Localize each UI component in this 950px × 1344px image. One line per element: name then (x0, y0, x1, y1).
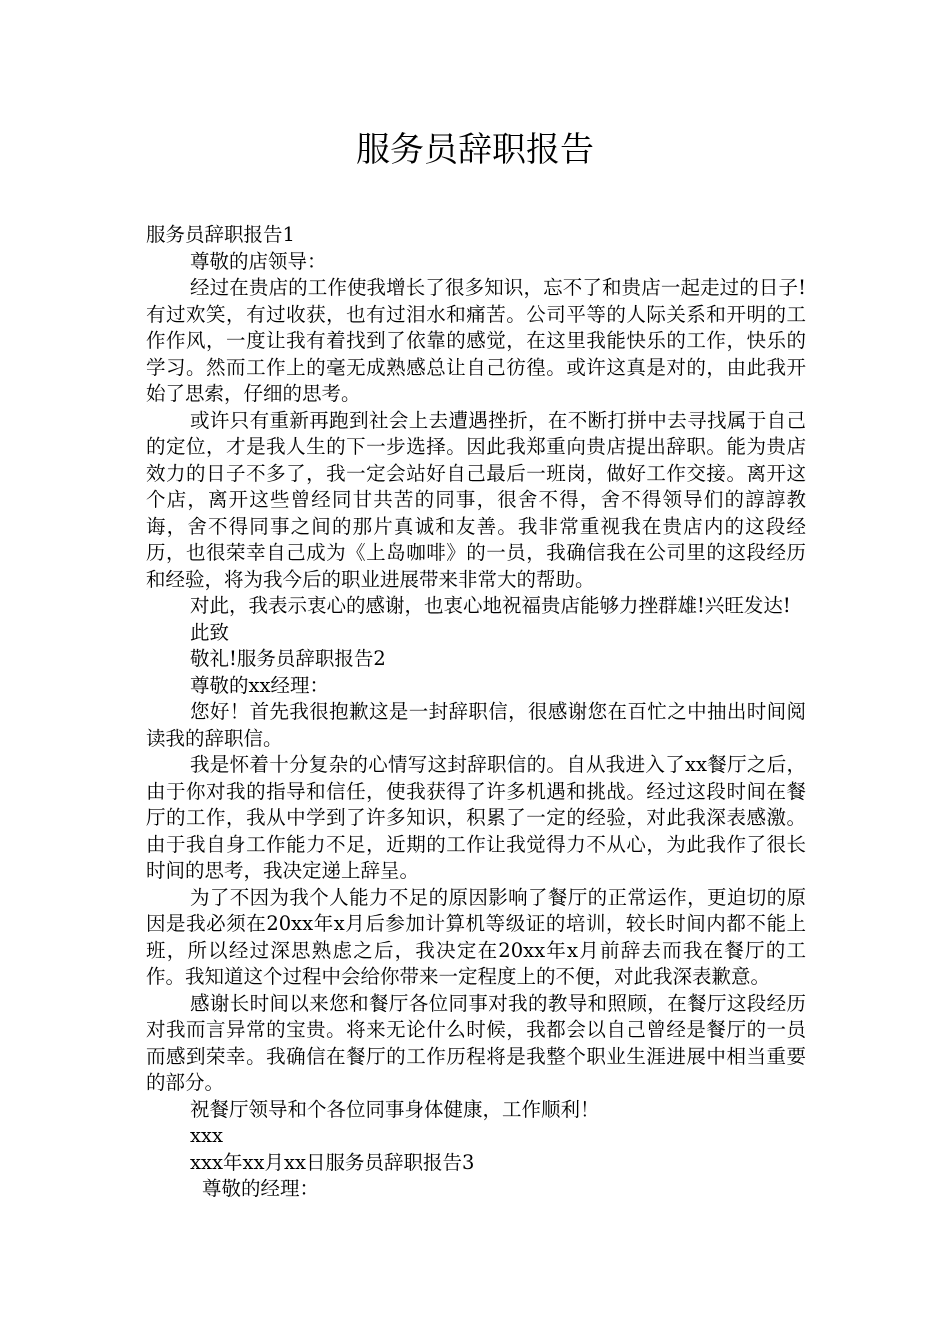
paragraph: 或许只有重新再跑到社会上去遭遇挫折，在不断打拼中去寻找属于自己的定位，才是我人生的下一步选择。因此我郑重向贵店提出辞职。能为贵店效力的日子不多了，我一定会站好自己最后一班岗，做好工作交接。离开这个店，离开这些曾经同甘共苦的同事，很舍不得，舍不得领导们的諄諄教诲，舍不得同事之间的那片真诚和友善。我非常重视我在贵店内的这段经历，也很荣幸自己成为《上岛咖啡》的一员，我确信我在公司里的这段经历和经验，将为我今后的职业进展带来非常大的帮助。 (146, 408, 806, 591)
salutation: 尊敬的经理： (202, 1177, 320, 1200)
paragraph: 您好！首先我很抱歉这是一封辞职信，很感谢您在百忙之中抽出时间阅读我的辞职信。 (146, 700, 806, 750)
signature: xxx (190, 1124, 223, 1147)
closing-line: 祝餐厅领导和个各位同事身体健康，工作顺利！ (190, 1097, 600, 1121)
paragraph: 经过在贵店的工作使我增长了很多知识，忘不了和贵店一起走过的日子!有过欢笑，有过收获，也有过泪水和痛苦。公司平等的人际关系和开明的工作作风，一度让我有着找到了依靠的感觉，在这里我能快乐的工作，快乐的学习。然而工作上的毫无成熟感总让自己彷徨。或许这真是对的，由此我开始了思索，仔细的思考。 (146, 276, 806, 405)
closing-line: 此致 (190, 620, 230, 644)
document-title: 服务员辞职报告 (356, 130, 594, 170)
paragraph: 为了不因为我个人能力不足的原因影响了餐厅的正常运作，更迫切的原因是我必须在20xx年x月后参加计算机等级证的培训，较长时间内都不能上班，所以经过深思熟虑之后，我决定在20xx年x月前辞去而我在餐厅的工作。我知道这个过程中会给你带来一定程度上的不便，对此我深表歉意。 (146, 885, 806, 988)
section-heading: 服务员辞职报告1 (146, 223, 295, 246)
date-line: xxx年xx月xx日服务员辞职报告3 (190, 1150, 475, 1174)
closing-line: 敬礼!服务员辞职报告2 (190, 647, 386, 670)
document-body (146, 222, 806, 1203)
salutation: 尊敬的店领导： (190, 249, 327, 273)
salutation: 尊敬的xx经理： (190, 673, 329, 697)
paragraph: 我是怀着十分复杂的心情写这封辞职信的。自从我进入了xx餐厅之后，由于你对我的指导和信任，使我获得了许多机遇和挑战。经过这段时间在餐厅的工作，我从中学到了许多知识，积累了一定的经验，对此我深表感激。由于我自身工作能力不足，近期的工作让我觉得力不从心，为此我作了很长时间的思考，我决定递上辞呈。 (146, 753, 806, 882)
paragraph: 感谢长时间以来您和餐厅各位同事对我的教导和照顾，在餐厅这段经历对我而言异常的宝贵。将来无论什么时候，我都会以自己曾经是餐厅的一员而感到荣幸。我确信在餐厅的工作历程将是我整个职业生涯进展中相当重要的部分。 (146, 991, 806, 1094)
paragraph: 对此，我表示衷心的感谢，也衷心地祝福贵店能够力挫群雄!兴旺发达! (190, 594, 791, 617)
